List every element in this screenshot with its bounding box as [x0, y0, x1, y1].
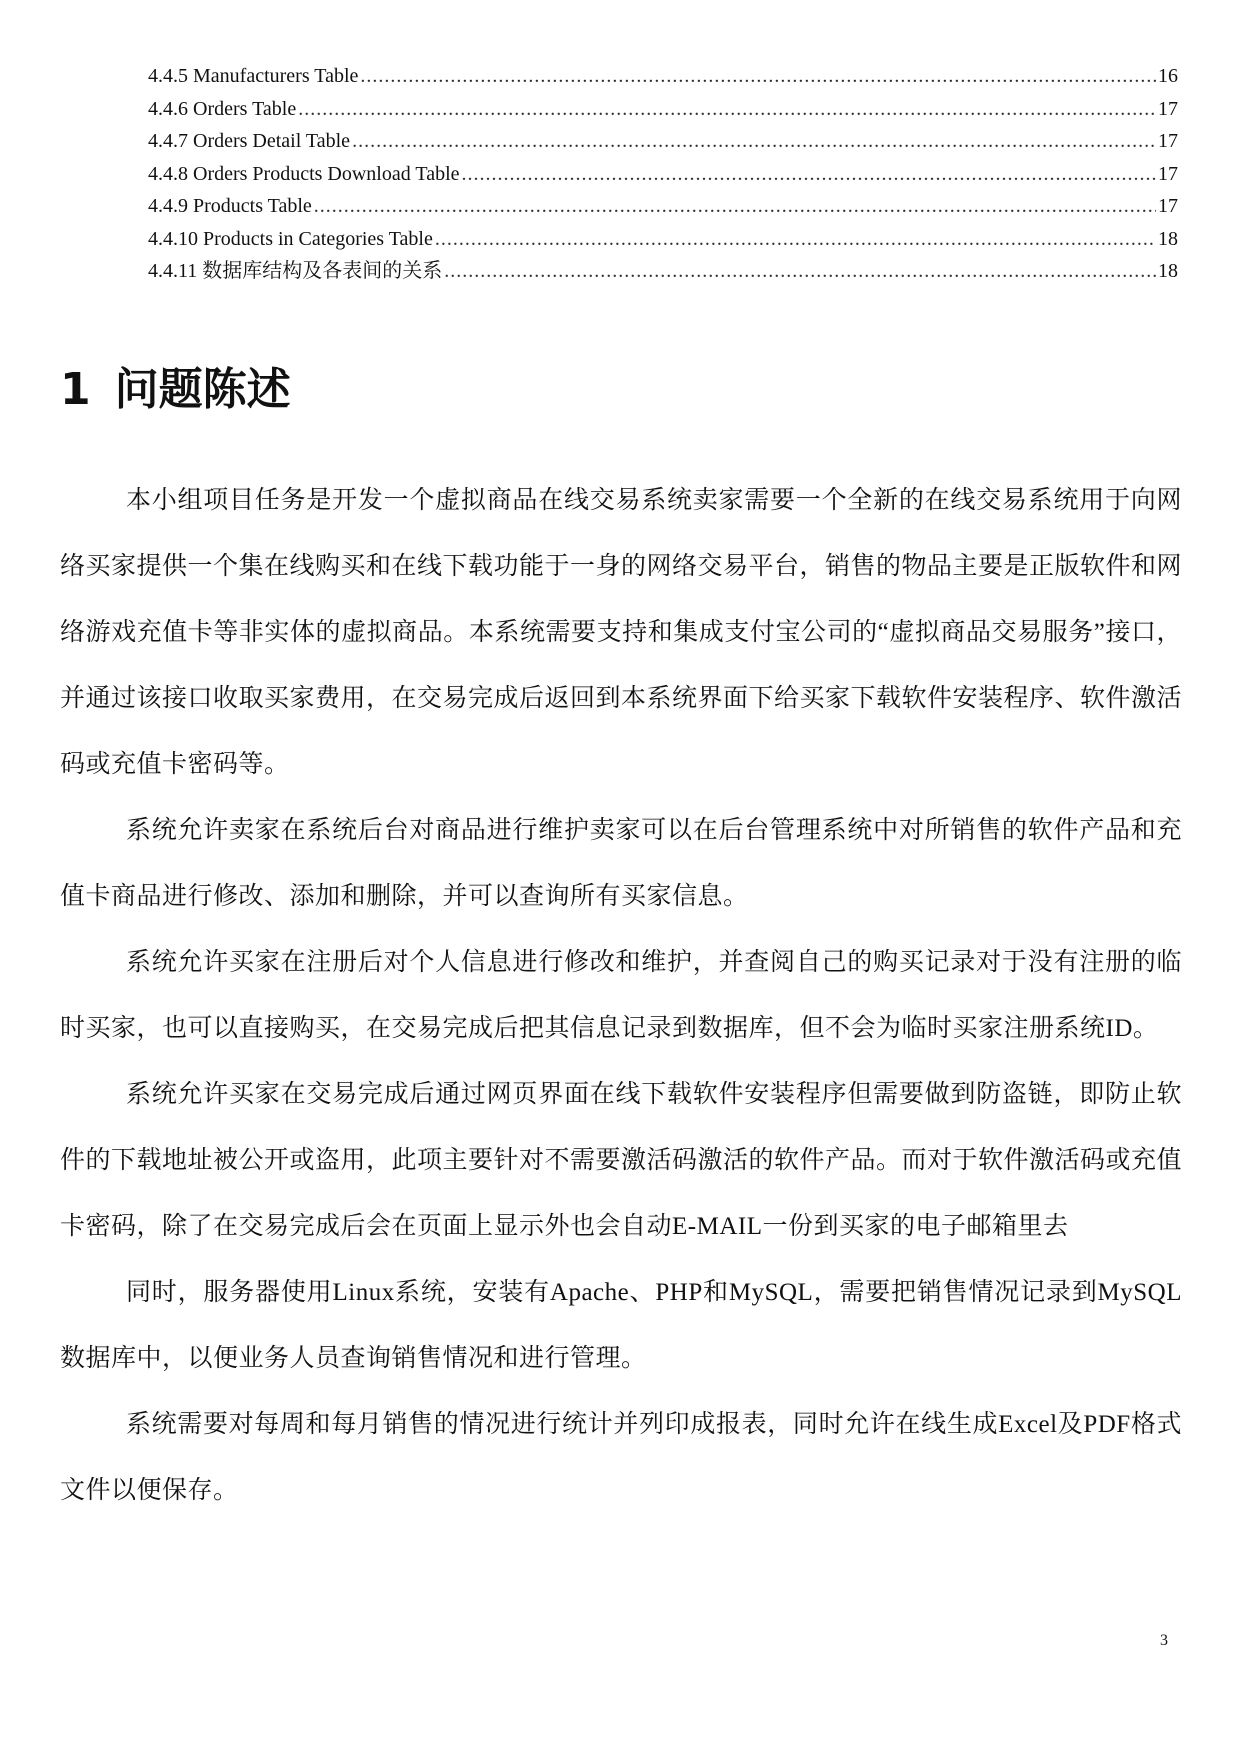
toc-entry[interactable] — [148, 223, 1178, 256]
toc-dot-leader — [298, 93, 1156, 126]
toc-dot-leader — [444, 255, 1156, 288]
toc-entry-page: 16 — [1158, 65, 1178, 87]
toc-entry[interactable] — [148, 60, 1178, 93]
toc-entry[interactable] — [148, 190, 1178, 223]
toc-entry-page: 17 — [1158, 195, 1178, 217]
section-title: 问题陈述 — [114, 364, 291, 415]
toc-dot-leader — [352, 125, 1156, 158]
body-paragraph: 系统允许卖家在系统后台对商品进行维护卖家可以在后台管理系统中对所销售的软件产品和充值卡商品进行修改、添加和删除，并可以查询所有买家信息。 — [60, 817, 1182, 910]
body-paragraph: 同时，服务器使用Linux系统，安装有Apache、PHP和MySQL，需要把销售情况记录到MySQL数据库中，以便业务人员查询销售情况和进行管理。 — [60, 1279, 1182, 1372]
toc-entry-label: 4.4.5 Manufacturers Table — [148, 65, 359, 87]
section-body — [60, 468, 1182, 1524]
toc-entry-label: 4.4.7 Orders Detail Table — [148, 130, 351, 152]
toc-entry-page: 17 — [1158, 97, 1178, 120]
toc-dot-leader — [314, 190, 1156, 223]
toc-entry-page: 17 — [1158, 162, 1178, 185]
toc-entry-page: 17 — [1158, 130, 1178, 152]
toc-entry[interactable] — [148, 125, 1178, 158]
toc-entry-label: 4.4.8 Orders Products Download Table — [148, 162, 460, 185]
section-heading — [60, 360, 291, 420]
toc-entry-label: 4.4.9 Products Table — [148, 195, 312, 217]
toc-entry-page: 18 — [1158, 260, 1178, 282]
toc-entry-label: 4.4.6 Orders Table — [148, 97, 297, 120]
page-number: 3 — [1160, 1632, 1168, 1649]
toc-entry[interactable] — [148, 158, 1178, 191]
table-of-contents — [148, 60, 1178, 288]
body-paragraph: 系统允许买家在交易完成后通过网页界面在线下载软件安装程序但需要做到防盗链，即防止软件的下载地址被公开或盗用，此项主要针对不需要激活码激活的软件产品。而对于软件激活码或充值卡密码，除了在交易完成后会在页面上显示外也会自动E-MAIL一份到买家的电子邮箱里去 — [60, 1081, 1183, 1240]
body-paragraph: 系统允许买家在注册后对个人信息进行修改和维护，并查阅自己的购买记录对于没有注册的临时买家，也可以直接购买，在交易完成后把其信息记录到数据库，但不会为临时买家注册系统ID。 — [60, 949, 1182, 1042]
toc-entry-label: 4.4.10 Products in Categories Table — [148, 227, 433, 250]
toc-entry-label: 4.4.11 数据库结构及各表间的关系 — [148, 260, 443, 282]
toc-entry[interactable] — [148, 93, 1178, 126]
section-number: 1 — [60, 364, 91, 415]
toc-dot-leader — [462, 158, 1156, 191]
toc-dot-leader — [435, 223, 1156, 256]
toc-entry[interactable] — [148, 255, 1178, 288]
body-paragraph: 本小组项目任务是开发一个虚拟商品在线交易系统卖家需要一个全新的在线交易系统用于向网络买家提供一个集在线购买和在线下载功能于一身的网络交易平台，销售的物品主要是正版软件和网络游戏充值卡等非实体的虚拟商品。本系统需要支持和集成支付宝公司的“虚拟商品交易服务”接口，并通过该接口收取买家费用，在交易完成后返回到本系统界面下给买家下载软件安装程序、软件激活码或充值卡密码等。 — [60, 487, 1183, 778]
body-paragraph: 系统需要对每周和每月销售的情况进行统计并列印成报表，同时允许在线生成Excel及PDF格式文件以便保存。 — [60, 1411, 1182, 1504]
toc-dot-leader — [360, 60, 1156, 93]
toc-entry-page: 18 — [1158, 227, 1178, 250]
